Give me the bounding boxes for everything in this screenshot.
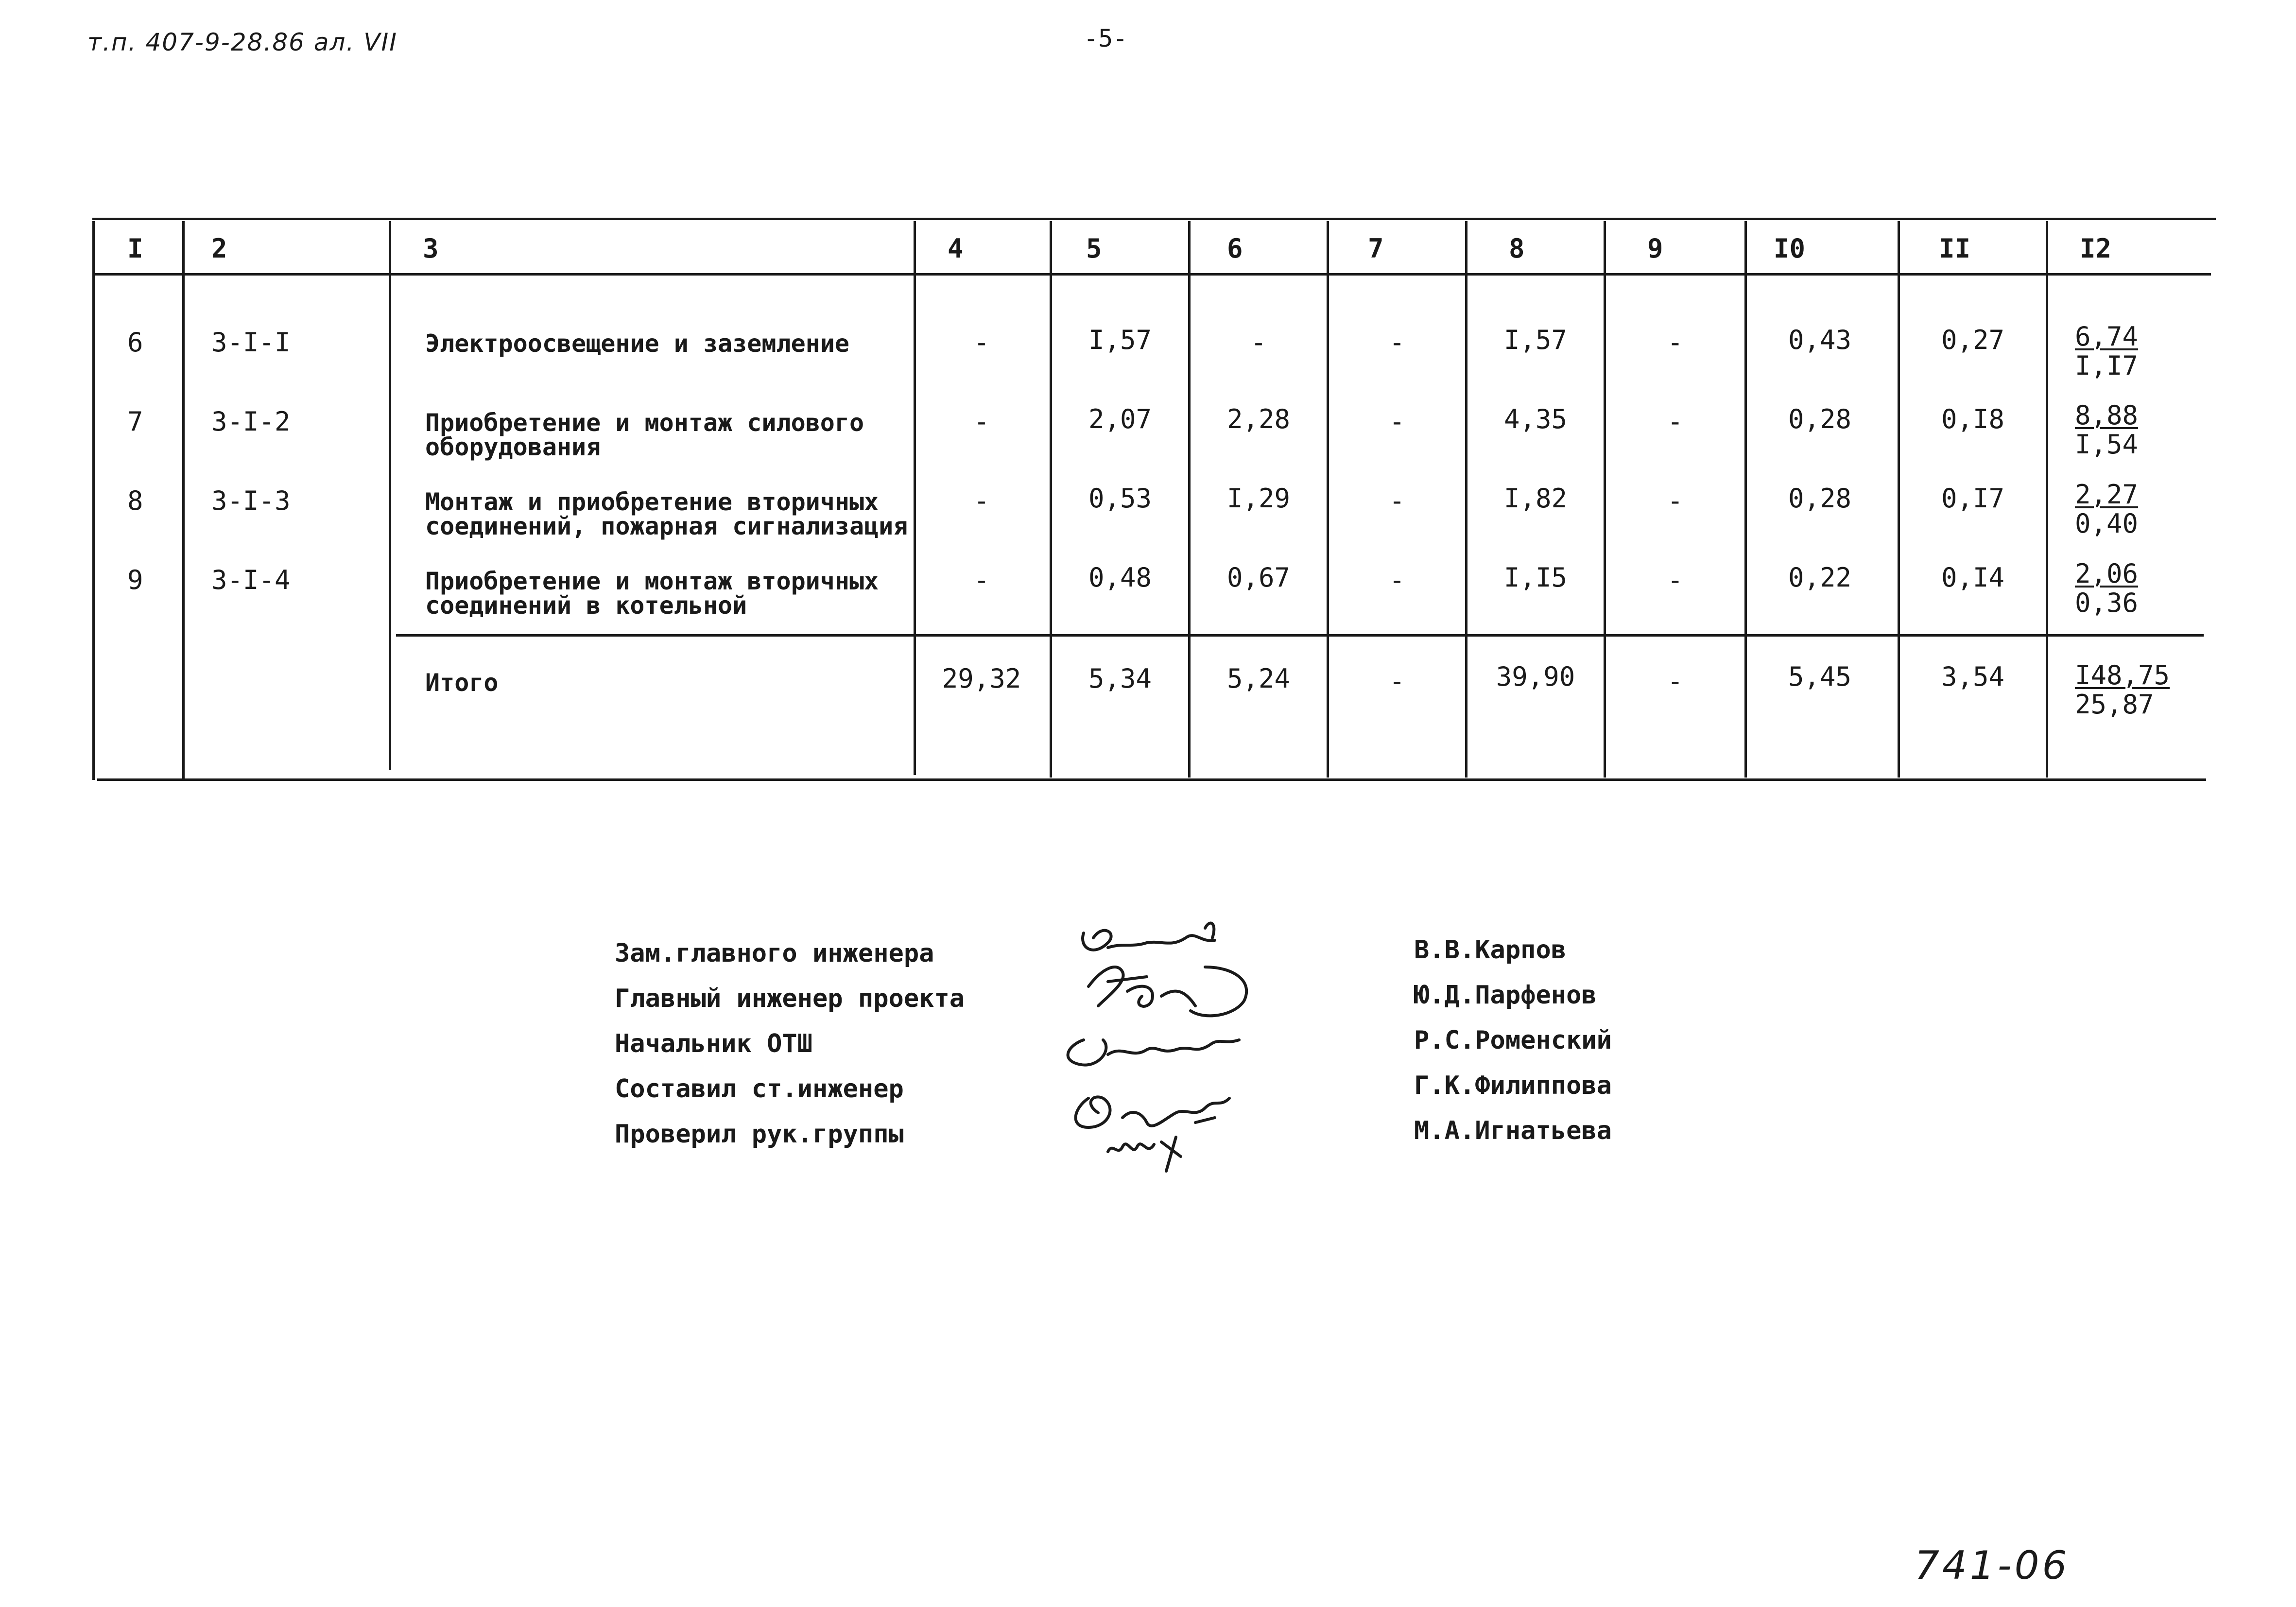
document-reference: т.п. 407-9-28.86 ал. VII — [87, 28, 397, 56]
cell-col10: 0,43 — [1788, 325, 1852, 355]
cell-col9: - — [1667, 327, 1683, 358]
cell-col5: I,57 — [1088, 325, 1152, 355]
cell-col4: - — [973, 327, 990, 358]
table-top-rule — [92, 218, 2216, 220]
column-rule — [389, 221, 391, 770]
column-header: 7 — [1368, 233, 1384, 264]
signoff-title: Начальник ОТШ — [615, 1029, 812, 1058]
cell-col7: - — [1389, 485, 1405, 516]
col12-denominator: I,I7 — [2075, 350, 2139, 381]
signoff-name: Ю.Д.Парфенов — [1414, 981, 1597, 1010]
column-header: 2 — [211, 233, 227, 264]
cell-col6: 2,28 — [1226, 404, 1291, 434]
cell-col4: - — [973, 485, 990, 516]
cell-col7: - — [1389, 327, 1405, 358]
column-rule — [182, 221, 185, 780]
col12-numerator: 2,27 — [2075, 479, 2139, 510]
cell-col8: I,57 — [1503, 325, 1568, 355]
signoff-title: Зам.главного инженера — [615, 939, 934, 968]
column-header: 9 — [1647, 233, 1663, 264]
row-code: 3-I-I — [211, 327, 291, 358]
col12-denominator: I,54 — [2075, 429, 2139, 460]
signoff-title: Составил ст.инженер — [615, 1074, 904, 1104]
cell-col11: 0,27 — [1941, 325, 2005, 355]
cell-col11: 0,I8 — [1941, 404, 2005, 434]
column-header: I2 — [2080, 233, 2112, 264]
total-label: Итого — [425, 669, 499, 697]
cell-col9: - — [1667, 406, 1683, 437]
cell-col10: 0,28 — [1788, 404, 1852, 434]
header-bottom-rule — [92, 273, 2211, 276]
signoff-name: Р.С.Роменский — [1414, 1026, 1612, 1055]
col12-numerator: I48,75 — [2075, 660, 2170, 691]
col12-denominator: 25,87 — [2075, 689, 2154, 720]
signoff-title: Главный инженер проекта — [615, 984, 965, 1013]
cell-col8: I,I5 — [1503, 562, 1568, 593]
row-description: Монтаж и приобретение вторичных соединений, пожарная сигнализация — [425, 488, 908, 540]
total-separator-rule — [396, 634, 2204, 637]
col12-denominator: 0,36 — [2075, 588, 2139, 618]
signoff-title: Проверил рук.группы — [615, 1120, 904, 1149]
total-col9: - — [1667, 666, 1683, 696]
cell-col6: - — [1250, 327, 1267, 358]
row-description: Приобретение и монтаж силового оборудования — [425, 409, 864, 461]
row-code: 3-I-3 — [211, 485, 291, 516]
total-col4: 29,32 — [942, 663, 1021, 694]
column-header: I0 — [1774, 233, 1806, 264]
column-header: I — [127, 233, 143, 264]
column-rule — [92, 221, 95, 780]
cell-col10: 0,28 — [1788, 483, 1852, 514]
column-header: II — [1939, 233, 1971, 264]
row-number: 9 — [127, 565, 143, 595]
signoff-name: М.А.Игнатьева — [1414, 1116, 1612, 1145]
cell-col9: - — [1667, 565, 1683, 595]
cell-col6: 0,67 — [1226, 562, 1291, 593]
page-number: -5- — [1084, 24, 1128, 52]
total-col11: 3,54 — [1941, 661, 2005, 692]
row-number: 8 — [127, 485, 143, 516]
signoff-name: Г.К.Филиппова — [1414, 1071, 1612, 1100]
cell-col8: 4,35 — [1503, 404, 1568, 434]
total-col12 — [2075, 660, 2170, 720]
col12-numerator: 8,88 — [2075, 400, 2139, 431]
cell-col5: 2,07 — [1088, 404, 1152, 434]
column-rule — [2046, 221, 2048, 778]
row-description: Электроосвещение и заземление — [425, 329, 849, 358]
cell-col4: - — [973, 565, 990, 595]
cell-col5: 0,53 — [1088, 483, 1152, 514]
col12-denominator: 0,40 — [2075, 508, 2139, 539]
total-col8: 39,90 — [1496, 661, 1575, 692]
cell-col8: I,82 — [1503, 483, 1568, 514]
total-col6: 5,24 — [1226, 663, 1291, 694]
column-header: 6 — [1227, 233, 1243, 264]
cell-col6: I,29 — [1226, 483, 1291, 514]
signoff-name: В.В.Карпов — [1414, 935, 1567, 965]
col12-numerator: 2,06 — [2075, 558, 2139, 589]
cell-col7: - — [1389, 406, 1405, 437]
row-code: 3-I-4 — [211, 565, 291, 595]
cell-col11: 0,I4 — [1941, 562, 2005, 593]
cell-col12 — [2075, 479, 2139, 539]
cell-col11: 0,I7 — [1941, 483, 2005, 514]
cell-col12 — [2075, 400, 2139, 460]
column-header: 5 — [1086, 233, 1102, 264]
cell-col4: - — [973, 406, 990, 437]
row-number: 6 — [127, 327, 143, 358]
cell-col9: - — [1667, 485, 1683, 516]
column-header: 3 — [423, 233, 439, 264]
handwritten-signatures — [1050, 914, 1322, 1176]
row-code: 3-I-2 — [211, 406, 291, 437]
column-header: 4 — [948, 233, 964, 264]
archive-stamp: 741-06 — [1915, 1543, 2070, 1588]
total-col5: 5,34 — [1088, 663, 1152, 694]
row-number: 7 — [127, 406, 143, 437]
cell-col7: - — [1389, 565, 1405, 595]
total-col10: 5,45 — [1788, 661, 1852, 692]
cell-col12 — [2075, 558, 2139, 618]
cell-col10: 0,22 — [1788, 562, 1852, 593]
col12-numerator: 6,74 — [2075, 321, 2139, 352]
table-bottom-rule — [97, 778, 2206, 781]
cell-col5: 0,48 — [1088, 562, 1152, 593]
total-col7: - — [1389, 666, 1405, 696]
row-description: Приобретение и монтаж вторичных соединений в котельной — [425, 567, 879, 620]
column-header: 8 — [1509, 233, 1525, 264]
cell-col12 — [2075, 321, 2139, 381]
